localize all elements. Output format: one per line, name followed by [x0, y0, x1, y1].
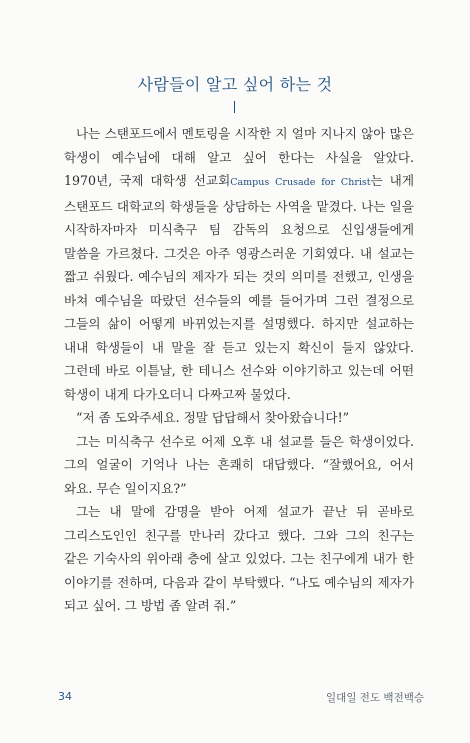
running-footer: 일대일 전도 백전백승 [326, 692, 424, 704]
paragraph-1 [64, 122, 414, 406]
paragraph-1-after: 는 내게 스탠포드 대학교의 학생들을 상담하는 사역을 맡겼다. 나는 일을 시작하자마자 미식축구 팀 감독의 요청으로 신입생들에게 말씀을 가르쳤다. 그것은 아주 영광스러운 기회였다. 내 설교는 짧고 쉬웠다. 예수님의 제자가 되는 것의 의미를 전했고, 인생을 바쳐 예수님을 따랐던 선수들의 예를 들어가며 그런 결정으로 그들의 삶이 어떻게 바뀌었는지를 설명했다. 하지만 설교하는 내내 학생들이 내 말을 잘 듣고 있는지 확신이 들지 않았다. 그런데 바로 이튿날, 한 테니스 선수와 이야기하고 있는데 어떤 학생이 내게 다가오더니 다짜고짜 물었다. [64, 173, 415, 402]
chapter-title: 사람들이 알고 싶어 하는 것 [137, 75, 333, 94]
paragraph-2: “저 좀 도와주세요. 정말 답답해서 찾아왔습니다!” [76, 410, 350, 425]
body-text [64, 122, 414, 618]
paragraph-1-before: 나는 스탠포드에서 멘토링을 시작한 지 얼마 지나지 않아 많은 학생이 예수님에 대해 알고 싶어 한다는 사실을 알았다. 1970년, 국제 대학생 선교회 [64, 126, 414, 188]
title-divider [234, 101, 235, 113]
paragraph-4: 그는 내 말에 감명을 받아 어제 설교가 끝난 뒤 곧바로 그리스도인인 친구를 만나러 갔다고 했다. 그와 그의 친구는 같은 기숙사의 위아래 층에 살고 있었다. 그는 친구에게 내가 한 이야기를 전하며, 다음과 같이 부탁했다. “나도 예수님의 제자가 되고 싶어. 그 방법 좀 알려 줘.” [64, 504, 414, 613]
page-number: 34 [58, 690, 72, 703]
paragraph-3: 그는 미식축구 선수로 어제 오후 내 설교를 들은 학생이었다. 그의 얼굴이 기억나 나는 흔쾌히 대답했다. “잘했어요, 어서 와요. 무슨 일이지요?” [64, 433, 414, 496]
english-gloss: Campus Crusade for Christ [230, 177, 371, 188]
